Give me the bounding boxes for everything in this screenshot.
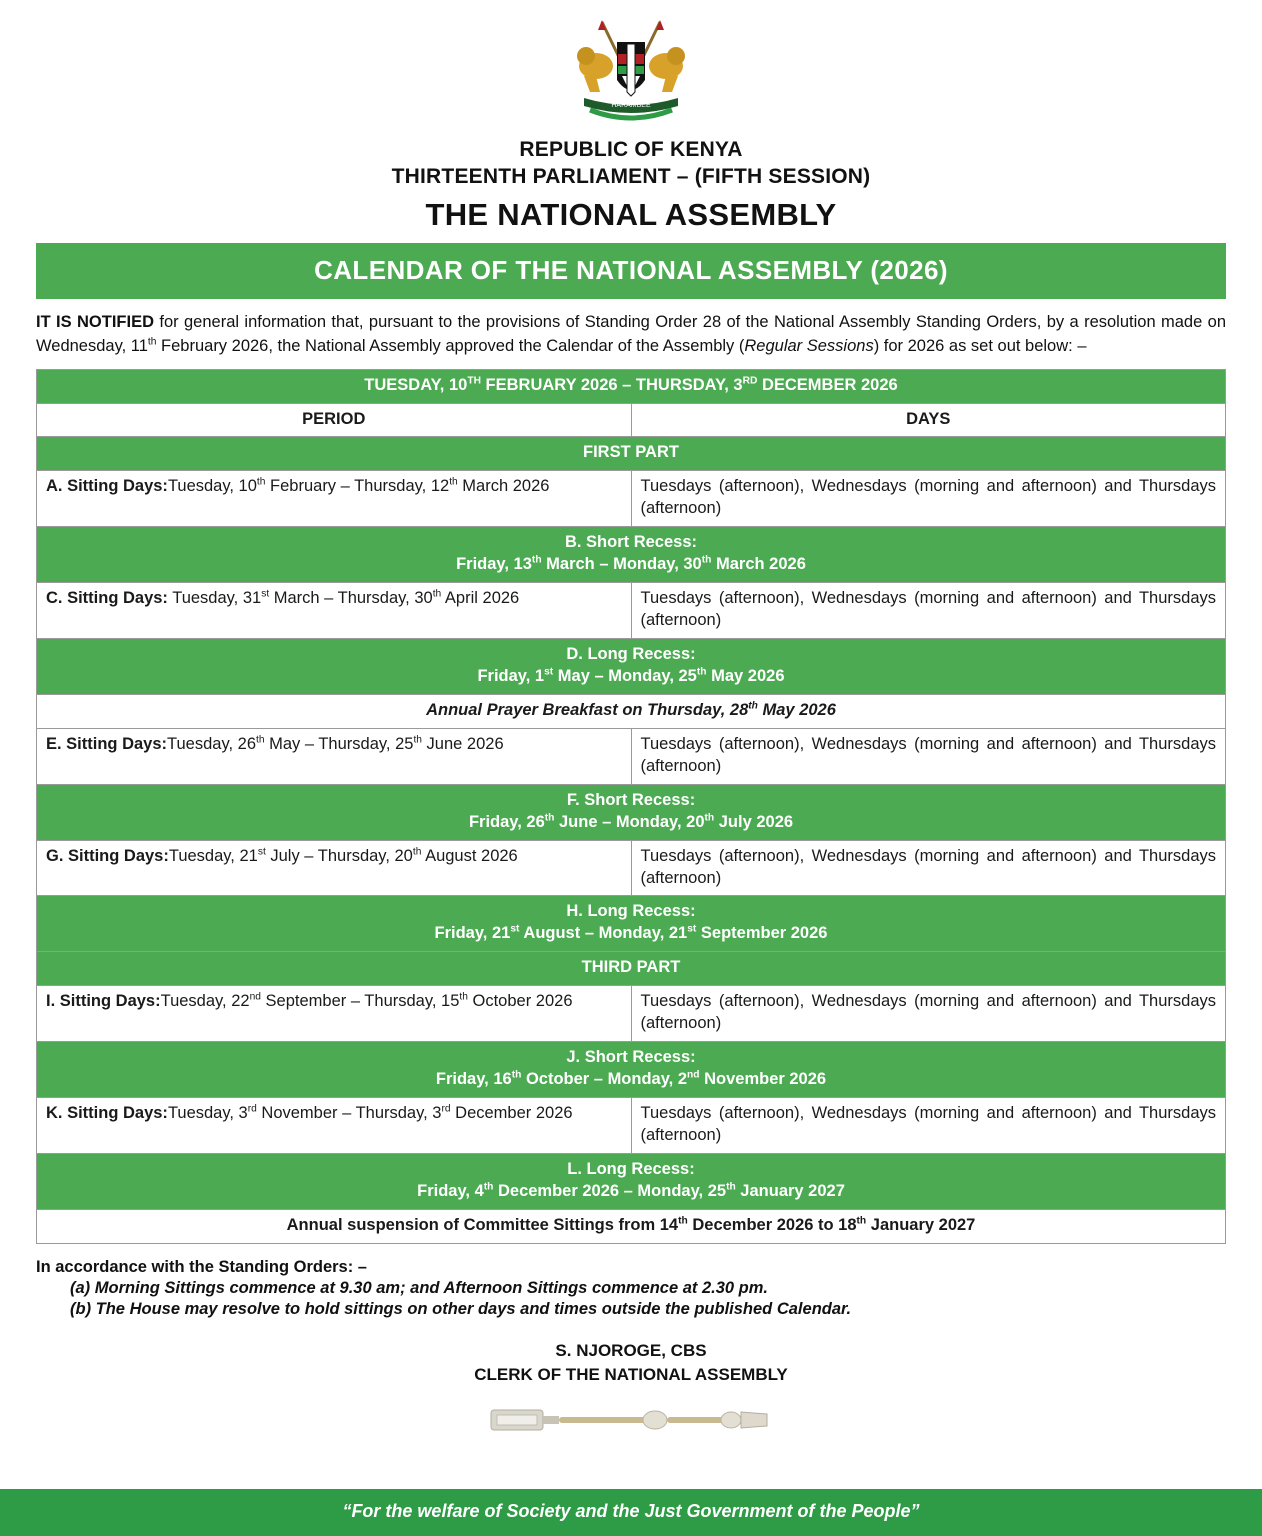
sitting-days-cell: Tuesdays (afternoon), Wednesdays (morning and afternoon) and Thursdays (afternoon)	[631, 728, 1226, 784]
table-row	[37, 1042, 1226, 1098]
recess-cell: D. Long Recess: Friday, 1st May – Monday, 25th May 2026	[37, 639, 1226, 695]
standing-orders-item-a: (a) Morning Sittings commence at 9.30 am; and Afternoon Sittings commence at 2.30 pm.	[70, 1278, 769, 1297]
calendar-rows	[37, 437, 1226, 1243]
clerk-name: S. NJOROGE, CBS	[555, 1340, 707, 1360]
table-row	[37, 986, 1226, 1042]
sitting-days-cell: Tuesdays (afternoon), Wednesdays (morning and afternoon) and Thursdays (afternoon)	[631, 1098, 1226, 1154]
sitting-days-cell: Tuesdays (afternoon), Wednesdays (morning and afternoon) and Thursdays (afternoon)	[631, 840, 1226, 896]
standing-orders-heading: In accordance with the Standing Orders: –	[36, 1257, 367, 1276]
table-row	[37, 471, 1226, 527]
standing-orders-item-b: (b) The House may resolve to hold sittings on other days and times outside the published Calendar.	[70, 1299, 852, 1318]
footer-motto-band: “For the welfare of Society and the Just Government of the People”	[0, 1489, 1262, 1536]
mace-container	[0, 1392, 1262, 1452]
parliamentary-mace-icon	[451, 1392, 811, 1448]
notice-lead: IT IS NOTIFIED	[36, 312, 154, 331]
crest-container	[0, 0, 1262, 137]
signoff-block	[0, 1339, 1262, 1387]
section-header-cell: THIRD PART	[37, 952, 1226, 986]
column-header-days: DAYS	[631, 403, 1226, 437]
recess-cell: H. Long Recess: Friday, 21st August – Monday, 21st September 2026	[37, 896, 1226, 952]
sitting-days-cell: Tuesdays (afternoon), Wednesdays (morning and afternoon) and Thursdays (afternoon)	[631, 471, 1226, 527]
table-row	[37, 840, 1226, 896]
sitting-period-cell: G. Sitting Days:Tuesday, 21st July – Thursday, 20th August 2026	[37, 840, 632, 896]
table-row	[37, 527, 1226, 583]
committee-suspension-note-cell: Annual suspension of Committee Sittings from 14th December 2026 to 18th January 2027	[37, 1209, 1226, 1243]
table-row	[37, 896, 1226, 952]
sitting-days-cell: Tuesdays (afternoon), Wednesdays (morning and afternoon) and Thursdays (afternoon)	[631, 986, 1226, 1042]
notice-text-2: February 2026, the National Assembly approved the Calendar of the Assembly (	[156, 336, 745, 355]
table-row	[37, 1209, 1226, 1243]
table-row	[37, 952, 1226, 986]
sitting-period-cell: E. Sitting Days:Tuesday, 26th May – Thursday, 25th June 2026	[37, 728, 632, 784]
table-row	[37, 583, 1226, 639]
parliament-line: THIRTEENTH PARLIAMENT – (FIFTH SESSION)	[391, 164, 871, 188]
republic-line: REPUBLIC OF KENYA	[519, 138, 743, 161]
sitting-days-cell: Tuesdays (afternoon), Wednesdays (morning and afternoon) and Thursdays (afternoon)	[631, 583, 1226, 639]
notice-text-3: ) for 2026 as set out below: –	[873, 336, 1087, 355]
column-header-period: PERIOD	[37, 403, 632, 437]
recess-cell: J. Short Recess: Friday, 16th October – Monday, 2nd November 2026	[37, 1042, 1226, 1098]
calendar-table	[36, 369, 1226, 1244]
table-row	[37, 639, 1226, 695]
recess-cell: L. Long Recess: Friday, 4th December 2026 – Monday, 25th January 2027	[37, 1153, 1226, 1209]
sitting-period-cell: I. Sitting Days:Tuesday, 22nd September – Thursday, 15th October 2026	[37, 986, 632, 1042]
notice-sup-1: th	[147, 336, 157, 348]
sitting-period-cell: K. Sitting Days:Tuesday, 3rd November – Thursday, 3rd December 2026	[37, 1098, 632, 1154]
notice-italic: Regular Sessions	[744, 336, 874, 355]
table-row	[37, 437, 1226, 471]
table-row	[37, 728, 1226, 784]
session-range-cell: TUESDAY, 10TH FEBRUARY 2026 – THURSDAY, 3RD DECEMBER 2026	[37, 369, 1226, 403]
table-row	[37, 403, 1226, 437]
clerk-title: CLERK OF THE NATIONAL ASSEMBLY	[474, 1364, 788, 1384]
table-row	[37, 369, 1226, 403]
table-row	[37, 694, 1226, 728]
table-row	[37, 1153, 1226, 1209]
notice-paragraph	[36, 311, 1226, 359]
notice-text-1: for general information that, pursuant to the provisions of Standing Order 28 of the National Assembly Standing Orders, by a resolution made on Wednesday, 11	[36, 312, 1226, 355]
recess-cell: F. Short Recess: Friday, 26th June – Monday, 20th July 2026	[37, 784, 1226, 840]
section-header-cell: FIRST PART	[37, 437, 1226, 471]
kenya-coat-of-arms-icon	[556, 14, 706, 132]
page-title: THE NATIONAL ASSEMBLY	[425, 196, 837, 232]
prayer-breakfast-note-cell: Annual Prayer Breakfast on Thursday, 28th May 2026	[37, 694, 1226, 728]
sitting-period-cell: C. Sitting Days: Tuesday, 31st March – Thursday, 30th April 2026	[37, 583, 632, 639]
calendar-table-body	[37, 369, 1226, 437]
svg-text:HARAMBEE: HARAMBEE	[611, 102, 651, 109]
calendar-banner: CALENDAR OF THE NATIONAL ASSEMBLY (2026)	[36, 243, 1226, 299]
sitting-period-cell: A. Sitting Days:Tuesday, 10th February – Thursday, 12th March 2026	[37, 471, 632, 527]
table-row	[37, 1098, 1226, 1154]
recess-cell: B. Short Recess: Friday, 13th March – Monday, 30th March 2026	[37, 527, 1226, 583]
table-row	[37, 784, 1226, 840]
